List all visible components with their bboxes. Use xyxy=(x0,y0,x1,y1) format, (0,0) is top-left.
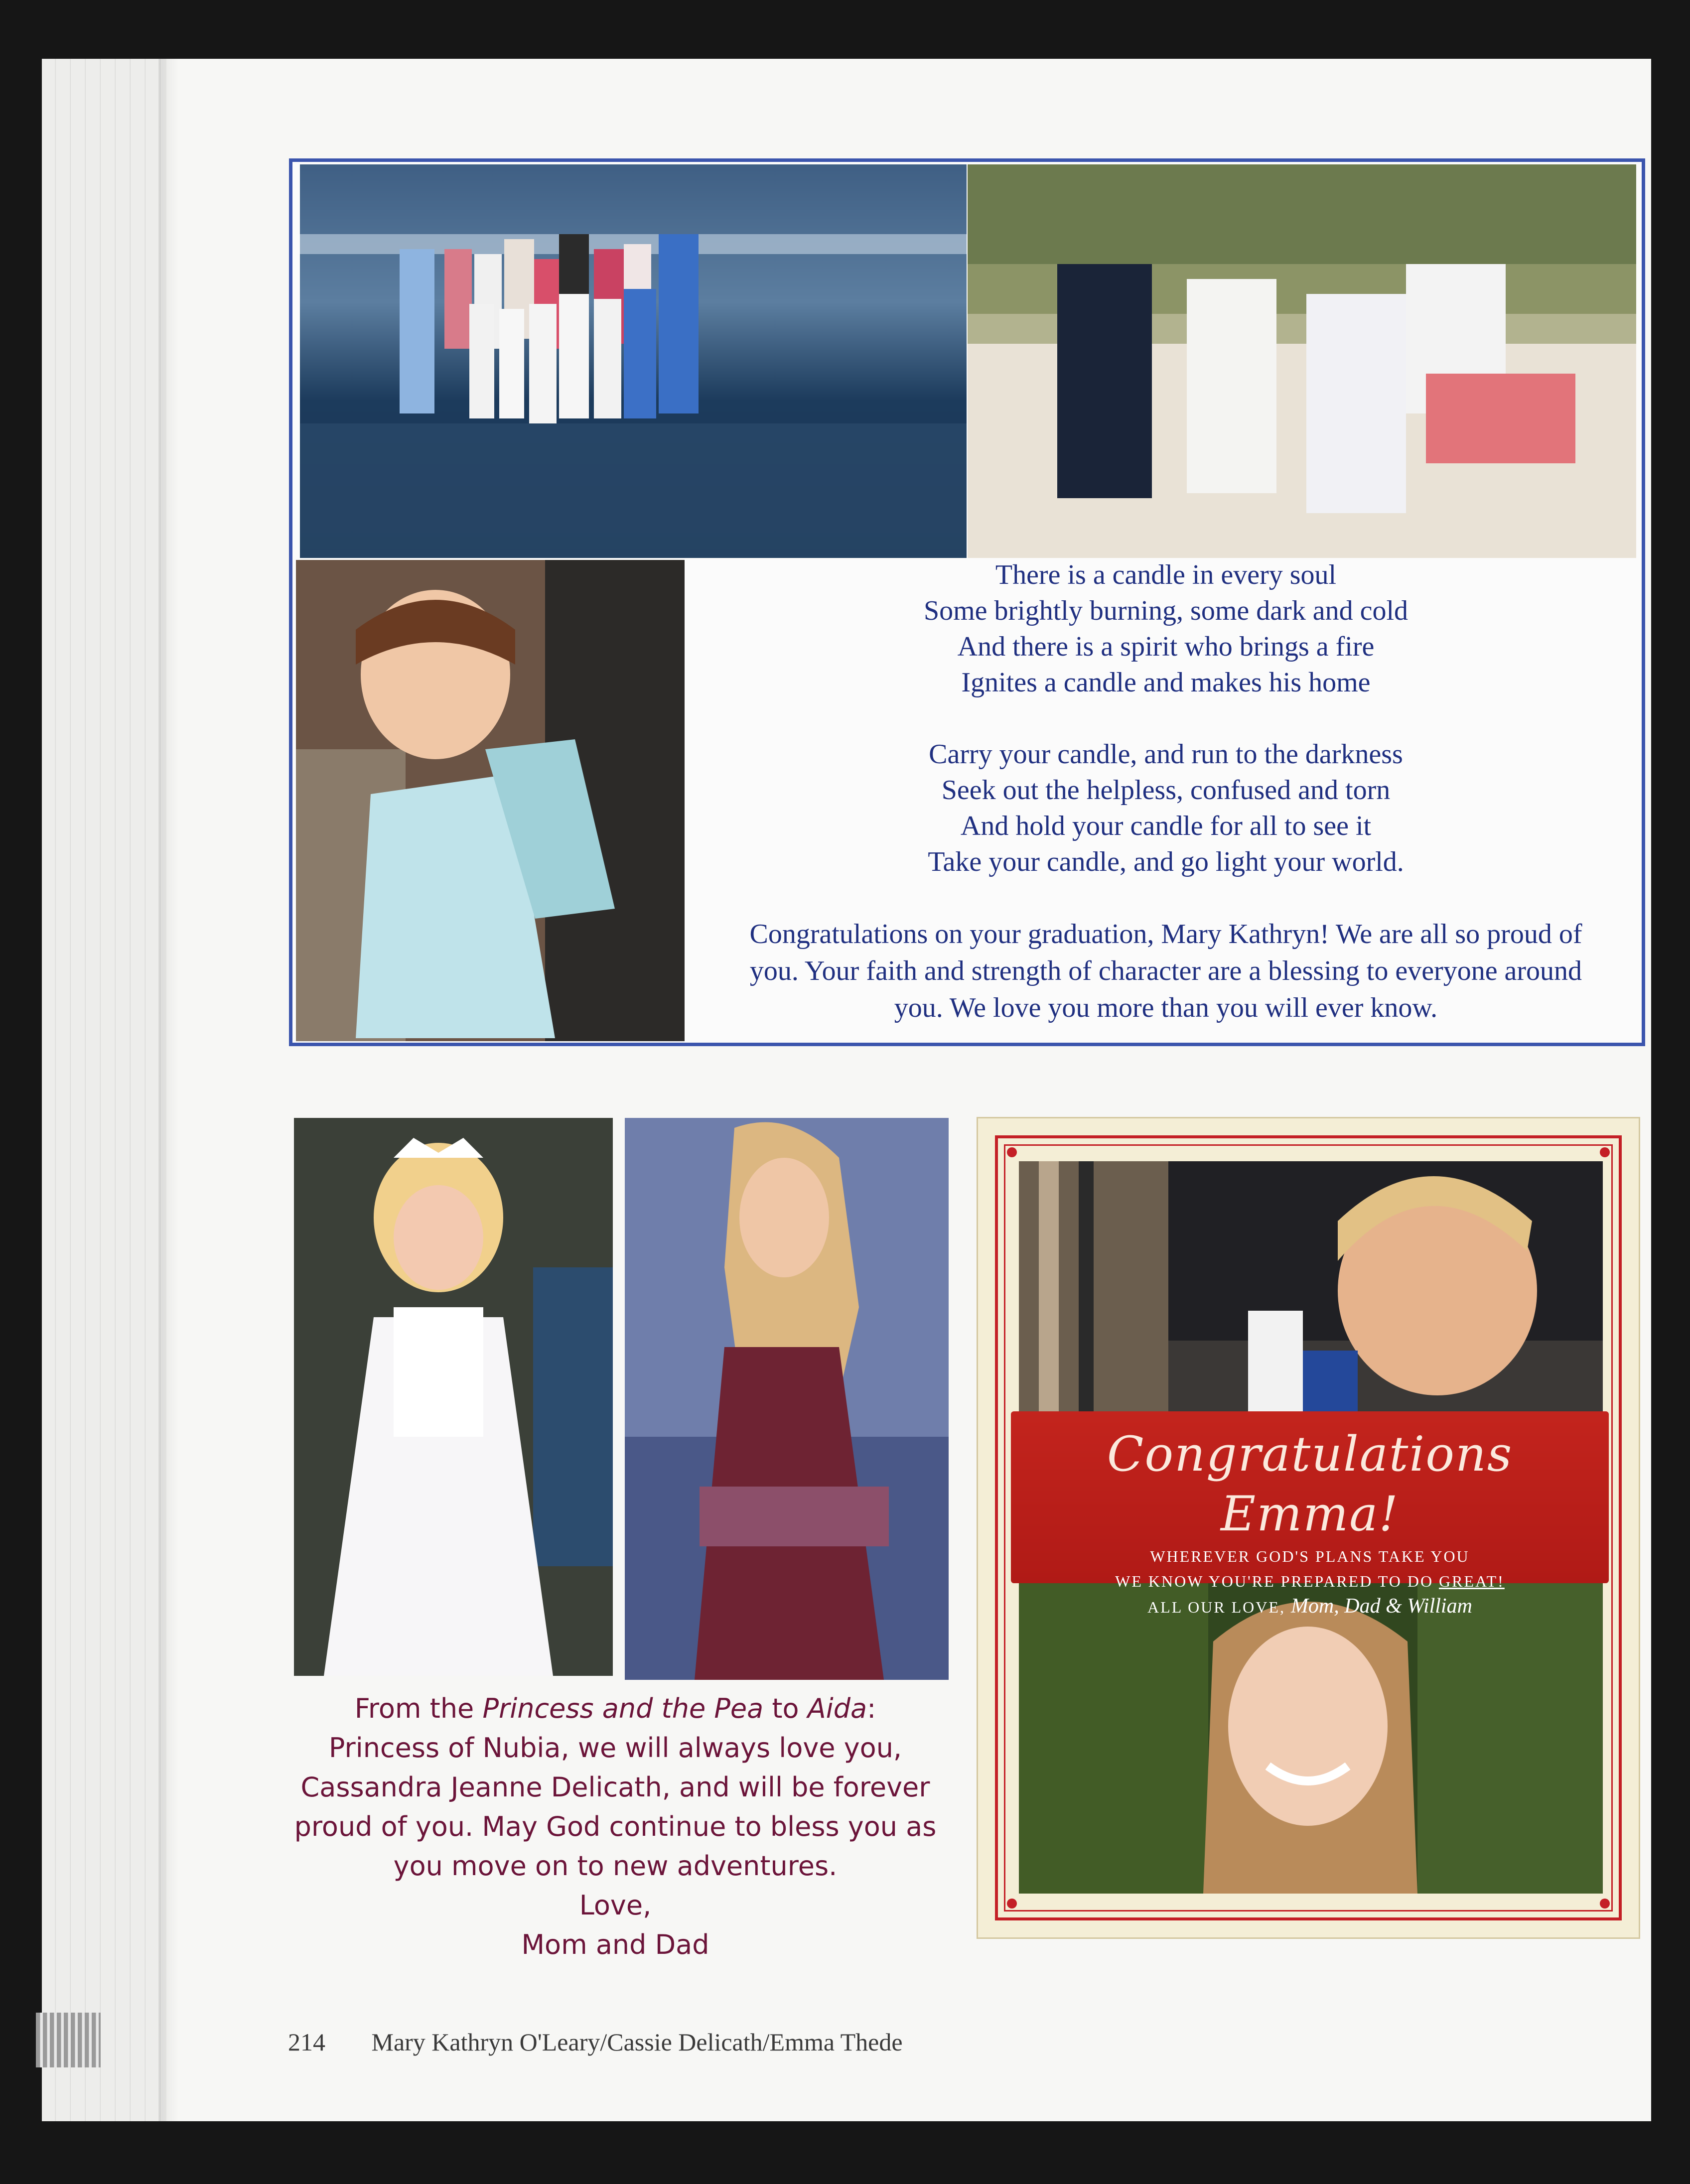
message-line: you. We love you more than you will ever know. xyxy=(894,992,1438,1023)
card-script-title: Congratulations Emma! xyxy=(1107,1426,1513,1542)
corner-dot xyxy=(1600,1899,1610,1909)
poem-line: Some brightly burning, some dark and cold xyxy=(923,595,1408,626)
mary-kathryn-message xyxy=(698,916,1634,1026)
poem-line: And there is a spirit who brings a fire xyxy=(957,631,1375,662)
message-text: From the xyxy=(354,1693,483,1724)
page-footer xyxy=(288,2028,903,2056)
card-line: WHEREVER GOD'S PLANS TAKE YOU xyxy=(1150,1547,1470,1565)
card-line xyxy=(1011,1569,1609,1594)
poem-line: Take your candle, and go light your world. xyxy=(928,846,1404,877)
young-girl-blue-dress-photo xyxy=(296,560,685,1041)
toddler-photo xyxy=(1019,1161,1603,1440)
message-line: Congratulations on your graduation, Mary Kathryn! We are all so proud of xyxy=(749,919,1582,950)
page-edges xyxy=(42,59,166,2121)
message-line: Princess of Nubia, we will always love you, xyxy=(328,1732,902,1764)
siblings-dunes-photo xyxy=(968,164,1636,558)
message-line: Cassandra Jeanne Delicath, and will be forever xyxy=(300,1772,930,1803)
message-first-line xyxy=(279,1689,952,1728)
family-beach-photo xyxy=(300,164,967,558)
message-line: Love, xyxy=(579,1890,652,1921)
page-tab-marks xyxy=(36,2013,101,2067)
card-emphasis: GREAT! xyxy=(1439,1572,1505,1590)
page-gutter-shadow xyxy=(158,59,178,2121)
senior-portrait-photo xyxy=(1019,1582,1603,1894)
message-text: to xyxy=(763,1693,808,1724)
message-line: proud of you. May God continue to bless you as xyxy=(294,1811,937,1842)
card-banner xyxy=(1011,1411,1609,1618)
candle-poem xyxy=(698,557,1634,880)
cassie-message xyxy=(279,1689,952,1964)
message-line: you move on to new adventures. xyxy=(393,1850,838,1882)
footer-names: Mary Kathryn O'Leary/Cassie Delicath/Emma Thede xyxy=(371,2028,903,2056)
princess-costume-photo xyxy=(294,1118,613,1676)
poem-line: Seek out the helpless, confused and torn xyxy=(941,775,1391,806)
show-title: Princess and the Pea xyxy=(482,1693,764,1724)
poem-line: Carry your candle, and run to the darkness xyxy=(929,739,1403,770)
corner-dot xyxy=(1007,1147,1017,1157)
poem-line: There is a candle in every soul xyxy=(995,559,1337,590)
page-number: 214 xyxy=(288,2028,325,2056)
aida-stage-photo xyxy=(625,1118,949,1680)
message-line: you. Your faith and strength of character are a blessing to everyone around xyxy=(749,956,1582,986)
card-text: ALL OUR LOVE, xyxy=(1147,1598,1291,1616)
show-title: Aida xyxy=(807,1693,867,1724)
poem-line: Ignites a candle and makes his home xyxy=(961,667,1371,698)
card-text: WE KNOW YOU'RE PREPARED TO DO xyxy=(1115,1572,1439,1590)
card-line xyxy=(1011,1594,1609,1620)
corner-dot xyxy=(1007,1899,1017,1909)
message-line: Mom and Dad xyxy=(521,1929,709,1960)
poem-line: And hold your candle for all to see it xyxy=(960,811,1372,841)
message-text: : xyxy=(867,1693,876,1724)
corner-dot xyxy=(1600,1147,1610,1157)
emma-congrats-card xyxy=(977,1117,1640,1939)
card-signature: Mom, Dad & William xyxy=(1290,1595,1472,1618)
